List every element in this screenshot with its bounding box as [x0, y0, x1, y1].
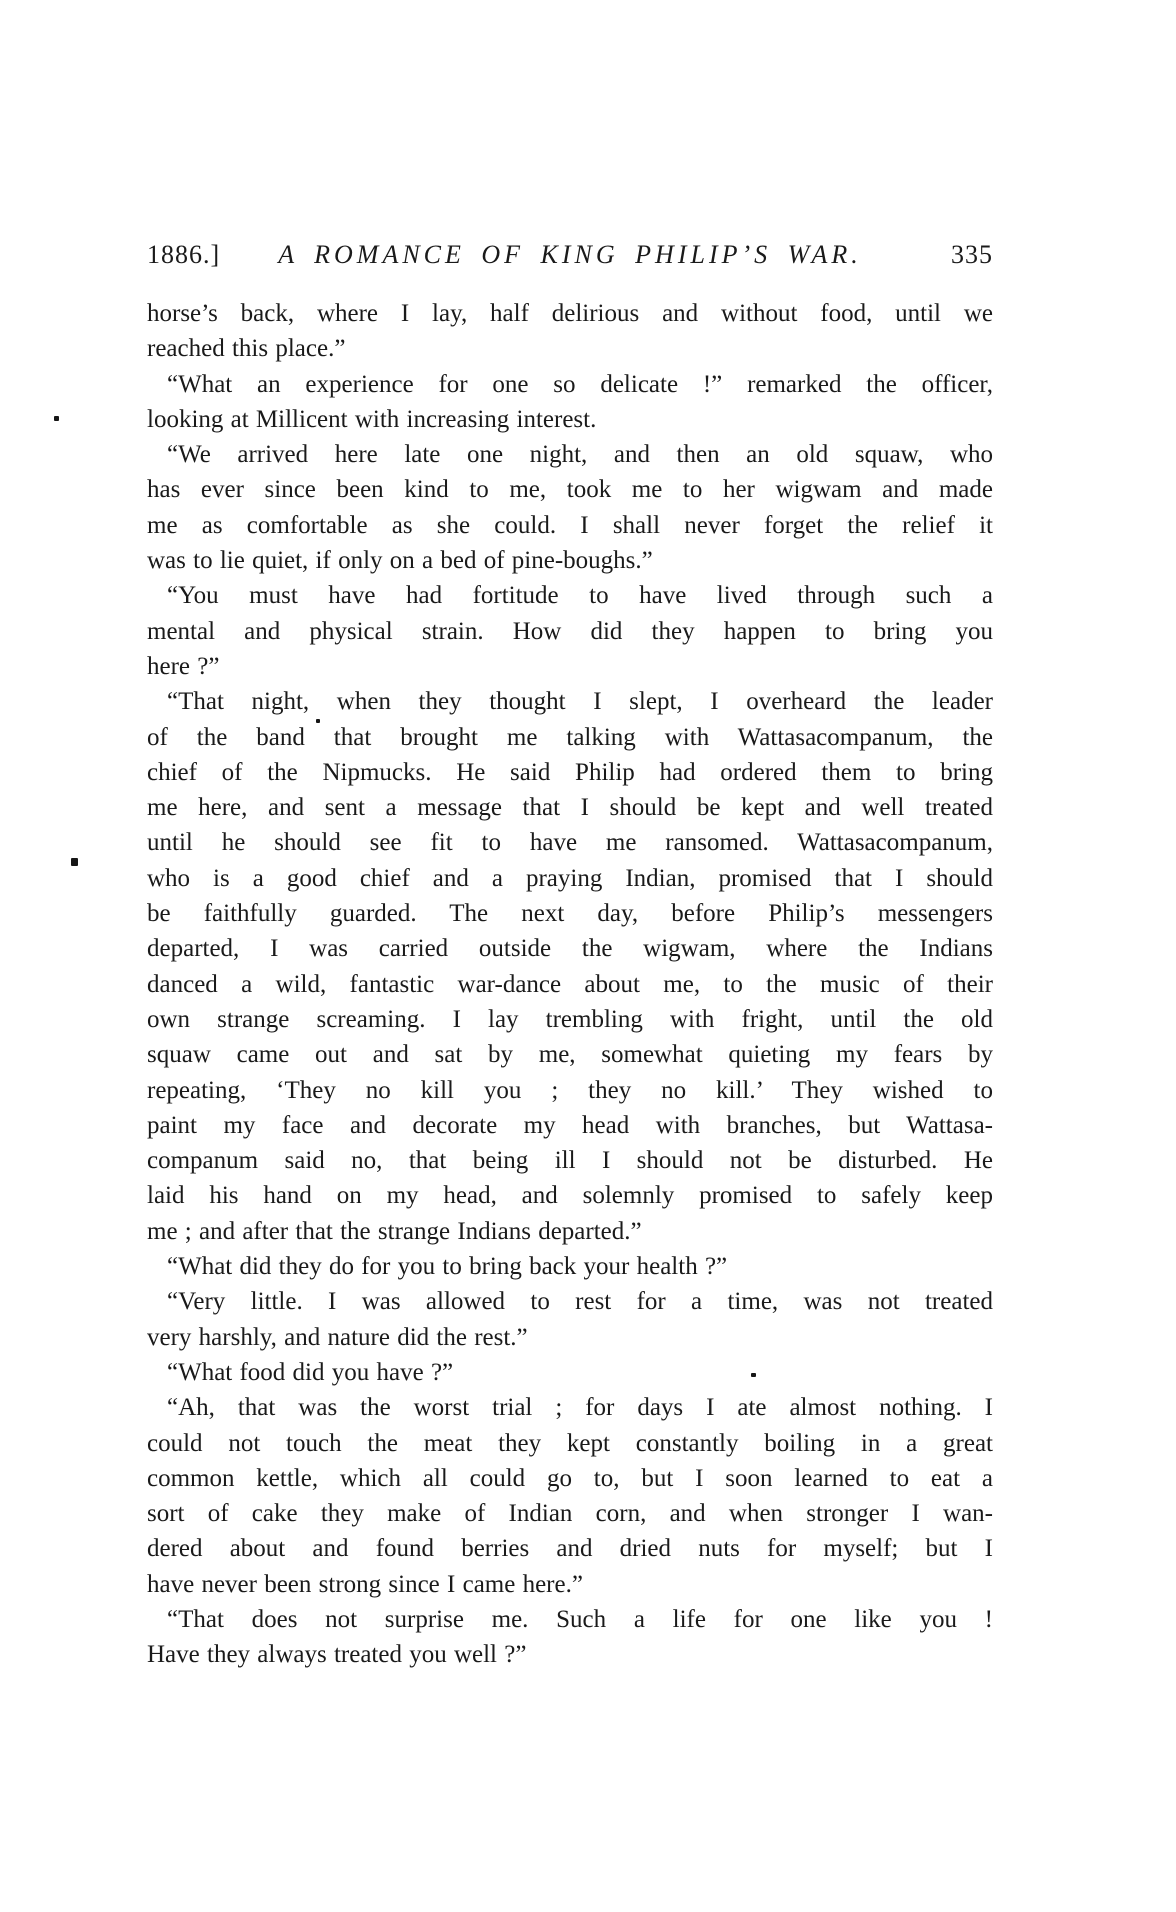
text-line: horse’s back, where I lay, half delirious and without food, until we [147, 300, 993, 327]
paragraph [147, 578, 993, 684]
text-line: “You must have had fortitude to have lived through such a [167, 582, 993, 610]
page-number: 335 [951, 240, 993, 269]
text-line: “What food did you have ?” [167, 1358, 454, 1386]
text-line: “Very little. I was allowed to rest for a time, was not treated [167, 1288, 993, 1316]
text-line: “What an experience for one so delicate !” remarked the officer, [167, 370, 993, 398]
text-line: dered about and found berries and dried nuts for myself; but I [147, 1535, 993, 1563]
text-line: looking at Millicent with increasing interest. [147, 405, 597, 433]
text-line: has ever since been kind to me, took me to her wigwam and made [147, 476, 993, 504]
text-line: here ?” [147, 652, 220, 680]
text-line: me as comfortable as she could. I shall never forget the relief it [147, 511, 993, 539]
text-line: until he should see fit to have me ransomed. Wattasacompanum, [147, 829, 993, 857]
text-line: me ; and after that the strange Indians departed.” [147, 1217, 642, 1245]
text-line: “What did they do for you to bring back your health ?” [167, 1253, 728, 1281]
text-line: me here, and sent a message that I should be kept and well treated [147, 794, 993, 822]
text-line: common kettle, which all could go to, but I soon learned to eat a [147, 1464, 993, 1492]
text-line: could not touch the meat they kept constantly boiling in a great [147, 1429, 993, 1457]
text-line: mental and physical strain. How did they happen to bring you [147, 617, 993, 645]
paragraph [147, 1602, 993, 1673]
paragraph [147, 437, 993, 578]
paragraph [147, 1284, 993, 1355]
text-line: very harshly, and nature did the rest.” [147, 1323, 528, 1351]
text-line: “That night, when they thought I slept, I overheard the leader [167, 688, 993, 716]
text-line: “Ah, that was the worst trial ; for days I ate almost nothing. I [167, 1394, 993, 1422]
paragraph [147, 684, 993, 1249]
running-head [147, 240, 993, 270]
text-line: “That does not surprise me. Such a life for one like you ! [167, 1605, 993, 1633]
scan-speck [54, 416, 59, 421]
text-line: sort of cake they make of Indian corn, and when stronger I wan- [147, 1500, 993, 1528]
paragraph [147, 296, 993, 367]
text-line: danced a wild, fantastic war-dance about me, to the music of their [147, 970, 993, 998]
paragraph [147, 1390, 993, 1602]
text-line: of the band that brought me talking with Wattasacompanum, the [147, 723, 993, 751]
page-header-title: A ROMANCE OF KING PHILIP’S WAR. [278, 240, 862, 269]
header-year: 1886.] [147, 240, 221, 269]
paragraph [147, 1355, 993, 1390]
text-line: repeating, ‘They no kill you ; they no kill.’ They wished to [147, 1076, 993, 1104]
scan-speck [316, 719, 320, 723]
text-line: who is a good chief and a praying Indian, promised that I should [147, 864, 993, 892]
text-line: have never been strong since I came here.” [147, 1570, 583, 1598]
text-line: squaw came out and sat by me, somewhat quieting my fears by [147, 1041, 993, 1069]
text-line: companum said no, that being ill I should not be disturbed. He [147, 1147, 993, 1175]
scan-speck [751, 1373, 756, 1377]
text-line: was to lie quiet, if only on a bed of pine-boughs.” [147, 547, 653, 575]
text-line: Have they always treated you well ?” [147, 1641, 527, 1669]
scan-speck [71, 858, 78, 866]
paragraph [147, 1249, 993, 1284]
paragraph [147, 367, 993, 438]
text-line: departed, I was carried outside the wigwam, where the Indians [147, 935, 993, 963]
text-line: paint my face and decorate my head with branches, but Wattasa- [147, 1111, 993, 1139]
text-line: chief of the Nipmucks. He said Philip had ordered them to bring [147, 758, 993, 786]
body-text [147, 296, 993, 1673]
text-line: “We arrived here late one night, and then an old squaw, who [167, 441, 993, 469]
text-line: own strange screaming. I lay trembling with fright, until the old [147, 1005, 993, 1033]
text-line: laid his hand on my head, and solemnly promised to safely keep [147, 1182, 993, 1210]
text-line: be faithfully guarded. The next day, before Philip’s messengers [147, 900, 993, 928]
text-line: reached this place.” [147, 335, 346, 363]
